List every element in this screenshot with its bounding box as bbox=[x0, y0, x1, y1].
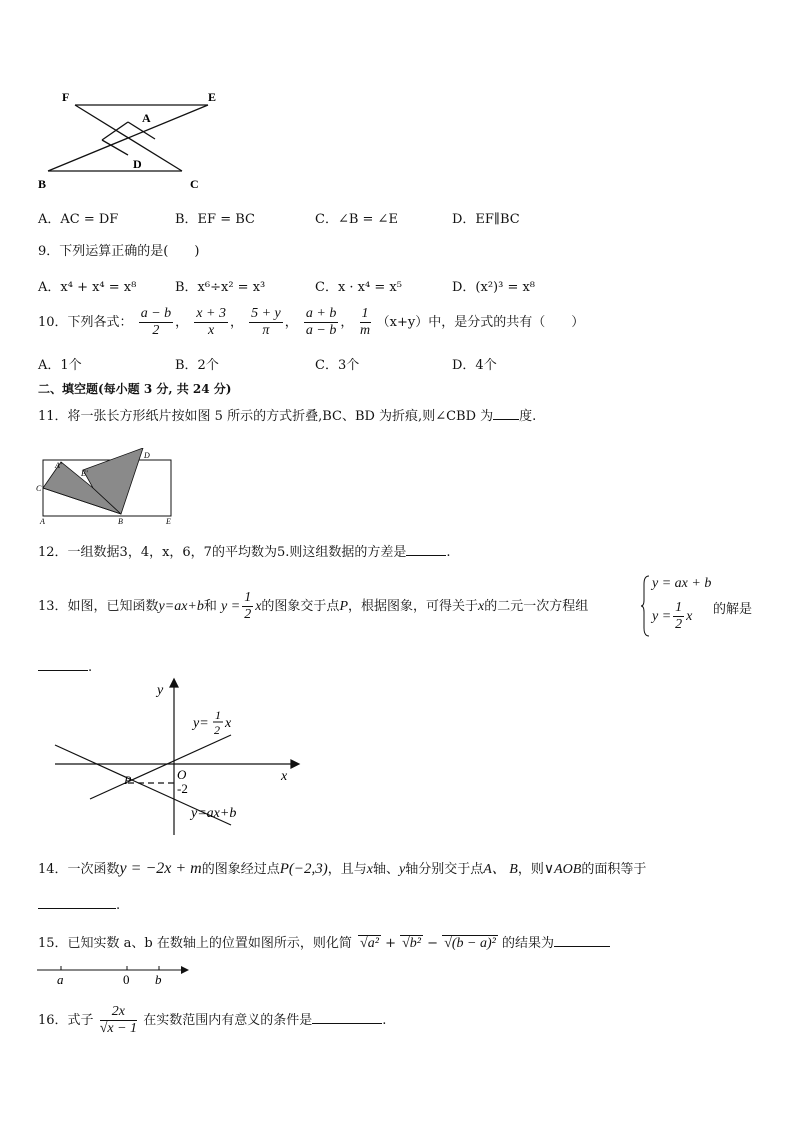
section-heading: 二、填空题(每小题 3 分, 共 24 分) bbox=[38, 382, 232, 396]
q9-stem: 9．下列运算正确的是( ) bbox=[38, 244, 200, 259]
q9-option-c[interactable]: C．x · x⁴ = x⁵ bbox=[315, 280, 402, 295]
q10-option-c[interactable]: C．3个 bbox=[315, 358, 360, 373]
q9-option-d[interactable]: D．(x²)³ = x⁸ bbox=[452, 280, 536, 295]
q11-label-a1: A' bbox=[55, 461, 62, 470]
numline-a: a bbox=[57, 972, 64, 987]
q10-option-b[interactable]: B．2个 bbox=[175, 358, 219, 373]
q11-text: 11．将一张长方形纸片按如图 5 所示的方式折叠,BC、BD 为折痕,则∠CBD 为 bbox=[38, 409, 494, 424]
q11-label-d: D bbox=[144, 451, 150, 460]
label-A: A bbox=[142, 111, 151, 125]
q8-option-a[interactable]: A．AC = DF bbox=[38, 212, 119, 227]
q10-option-a[interactable]: A．1个 bbox=[38, 358, 82, 373]
line2-label: y=ax+b bbox=[191, 806, 237, 821]
label-E: E bbox=[208, 90, 217, 104]
minus2-label: -2 bbox=[177, 781, 188, 796]
label-D: D bbox=[133, 157, 142, 171]
q10-frac-1: $\frac{a - b}{2}$ bbox=[140, 306, 172, 338]
q13-tail: 的解是 bbox=[713, 602, 753, 617]
label-F: F bbox=[62, 90, 70, 104]
q14-answer-blank[interactable] bbox=[38, 896, 116, 909]
numline-zero: 0 bbox=[123, 972, 130, 987]
q11-figure bbox=[33, 448, 183, 528]
numline-b: b bbox=[155, 972, 162, 987]
q13-graph bbox=[45, 675, 305, 840]
label-C: C bbox=[190, 177, 199, 191]
q8-option-c[interactable]: C．∠B = ∠E bbox=[315, 212, 398, 227]
q12-text: 12．一组数据3，4，x，6，7的平均数为5.则这组数据的方差是 bbox=[38, 545, 407, 560]
point-p-label: P bbox=[124, 773, 132, 787]
q11-text-after: 度. bbox=[519, 409, 537, 424]
q9-option-b[interactable]: B．x⁶÷x² = x³ bbox=[175, 280, 266, 295]
q13-system-eq2: y = $\frac{1}{2}$ x bbox=[652, 600, 693, 632]
q10-suffix: （x+y）中，是分式的共有（ ） bbox=[376, 315, 585, 330]
q13-answer-blank[interactable] bbox=[38, 658, 88, 671]
q13-answer: . bbox=[38, 658, 92, 675]
q8-option-b[interactable]: B．EF = BC bbox=[175, 212, 255, 227]
q13-frac: $\frac{1}{2}$ bbox=[244, 590, 252, 622]
q11-stem bbox=[38, 405, 536, 424]
origin-label: O bbox=[177, 767, 187, 782]
q11-label-b: B bbox=[118, 517, 123, 526]
q13-system-brace bbox=[641, 574, 651, 638]
axis-x-label: x bbox=[281, 769, 288, 784]
line1-prefix: y= bbox=[193, 716, 209, 731]
q10-option-d[interactable]: D．4个 bbox=[452, 358, 497, 373]
q12-stem bbox=[38, 541, 451, 560]
q11-label-a: A bbox=[40, 517, 45, 526]
q14-stem: 14．一次函数y = −2x + m的图象经过点P(−2,3)，且与x轴、y轴分别交于点A、 B，则∨AOB的面积等于 bbox=[38, 860, 647, 877]
q11-answer-blank[interactable] bbox=[493, 407, 519, 420]
q12-answer-blank[interactable] bbox=[406, 543, 446, 556]
q10-frac-3: $\frac{5 + y}{\pi}$ bbox=[251, 306, 281, 338]
q10-frac-4: $\frac{a + b}{a - b}$ bbox=[305, 306, 337, 338]
q15-stem: 15．已知实数 a、b 在数轴上的位置如图所示，则化简 √a² + √b² − √(b − a)² 的结果为 bbox=[38, 932, 610, 952]
q11-label-e1: E' bbox=[81, 469, 88, 478]
q8-option-d[interactable]: D．EF∥BC bbox=[452, 212, 520, 227]
q16-answer-blank[interactable] bbox=[312, 1011, 382, 1024]
q13-func1: y=ax+b bbox=[158, 599, 204, 614]
line1-suffix: x bbox=[225, 716, 232, 731]
q10-frac-2: $\frac{x + 3}{x}$ bbox=[196, 306, 226, 338]
q10-stem: 10．下列各式： $\frac{a - b}{2}$ ， $\frac{x + 3}{x}$ ， $\frac{5 + y}{\pi}$ ， $\frac{a + b}{a - b}$ ， $\frac{1}{m}$ （x+y）中，是分式的共有（ ） bbox=[38, 306, 585, 338]
q15-answer-blank[interactable] bbox=[554, 934, 610, 947]
q11-label-c: C bbox=[36, 484, 42, 493]
q10-frac-5: $\frac{1}{m}$ bbox=[359, 306, 371, 338]
q13-stem: 13．如图，已知函数y=ax+b和 y = $\frac{1}{2}$ x的图象交于点P，根据图象，可得关于x的二元一次方程组 bbox=[38, 590, 589, 622]
q8-figure bbox=[30, 85, 230, 195]
q16-stem: 16．式子 $\frac{2x}{√x - 1}$ 在实数范围内有意义的条件是 . bbox=[38, 1004, 387, 1036]
q13-system-eq1: y = ax + b bbox=[652, 576, 712, 591]
q14-answer: . bbox=[38, 896, 120, 913]
line1-den: 2 bbox=[214, 723, 220, 737]
line1-num: 1 bbox=[215, 708, 221, 722]
label-B: B bbox=[38, 177, 47, 191]
q10-prefix: 10．下列各式： bbox=[38, 315, 133, 330]
q15-number-line bbox=[35, 960, 195, 990]
q11-label-e: E bbox=[166, 517, 171, 526]
axis-y-label: y bbox=[157, 683, 164, 698]
q12-text-after: . bbox=[446, 545, 451, 560]
q9-option-a[interactable]: A．x⁴ + x⁴ = x⁸ bbox=[38, 280, 137, 295]
q16-frac: $\frac{2x}{√x - 1}$ bbox=[99, 1004, 138, 1036]
